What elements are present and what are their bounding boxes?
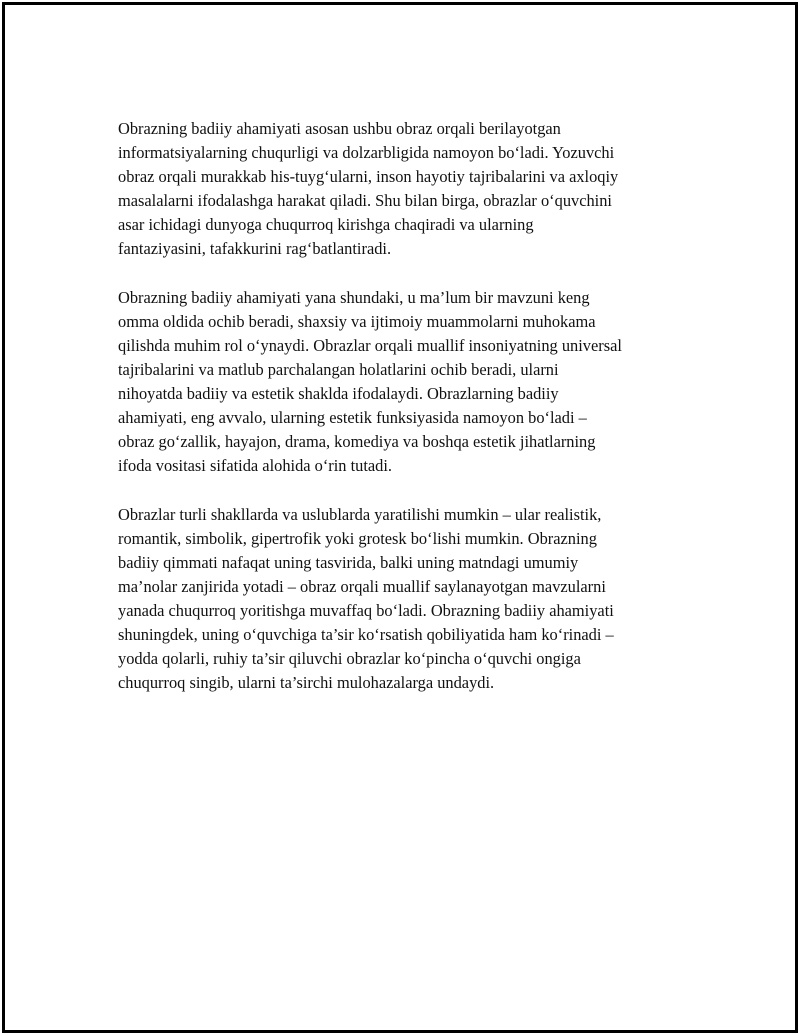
- text-line: masalalarni ifodalashga harakat qiladi. Shu bilan birga, obrazlar o‘quvchini: [118, 191, 612, 211]
- text-line: yodda qolarli, ruhiy ta’sir qiluvchi obrazlar ko‘pincha o‘quvchi ongiga: [118, 649, 581, 669]
- paragraph-1: [118, 117, 690, 262]
- paragraph-2: [118, 286, 690, 479]
- text-line: Obrazning badiiy ahamiyati asosan ushbu obraz orqali berilayotgan: [118, 119, 561, 138]
- text-line: ahamiyati, eng avvalo, ularning estetik funksiyasida namoyon bo‘ladi –: [118, 408, 587, 428]
- text-line: Obrazlar turli shakllarda va uslublarda yaratilishi mumkin – ular realistik,: [118, 504, 602, 524]
- text-line: Obrazning badiiy ahamiyati yana shundaki, u ma’lum bir mavzuni keng: [118, 287, 590, 307]
- text-line: romantik, simbolik, gipertrofik yoki grotesk bo‘lishi mumkin. Obrazning: [118, 528, 597, 548]
- text-line: informatsiyalarning chuqurligi va dolzarbligida namoyon bo‘ladi. Yozuvchi: [118, 143, 615, 163]
- text-line: asar ichidagi dunyoga chuqurroq kirishga chaqiradi va ularning: [118, 215, 534, 235]
- text-line: shuningdek, uning o‘quvchiga ta’sir ko‘rsatish qobiliyatida ham ko‘rinadi –: [118, 624, 614, 644]
- document-body: [118, 117, 690, 719]
- text-line: qilishda muhim rol o‘ynaydi. Obrazlar orqali muallif insoniyatning universal: [118, 335, 622, 355]
- text-line: ifoda vositasi sifatida alohida o‘rin tutadi.: [118, 456, 393, 476]
- text-line: chuqurroq singib, ularni ta’sirchi mulohazalarga undaydi.: [118, 673, 495, 693]
- text-line: tajribalarini va matlub parchalangan holatlarini ochib beradi, ularni: [118, 359, 559, 379]
- paragraph-3: [118, 503, 690, 696]
- text-line: omma oldida ochib beradi, shaxsiy va ijtimoiy muammolarni muhokama: [118, 311, 596, 331]
- text-line: ma’nolar zanjirida yotadi – obraz orqali muallif saylanayotgan mavzularni: [118, 576, 606, 596]
- text-line: nihoyatda badiiy va estetik shaklda ifodalaydi. Obrazlarning badiiy: [118, 384, 559, 404]
- text-line: yanada chuqurroq yoritishga muvaffaq bo‘ladi. Obrazning badiiy ahamiyati: [118, 600, 614, 620]
- text-line: badiiy qimmati nafaqat uning tasvirida, balki uning matndagi umumiy: [118, 552, 579, 572]
- text-line: obraz go‘zallik, hayajon, drama, komediya va boshqa estetik jihatlarning: [118, 432, 596, 452]
- text-line: fantaziyasini, tafakkurini rag‘batlantiradi.: [118, 239, 392, 259]
- text-line: obraz orqali murakkab his-tuyg‘ularni, inson hayotiy tajribalarini va axloqiy: [118, 167, 619, 187]
